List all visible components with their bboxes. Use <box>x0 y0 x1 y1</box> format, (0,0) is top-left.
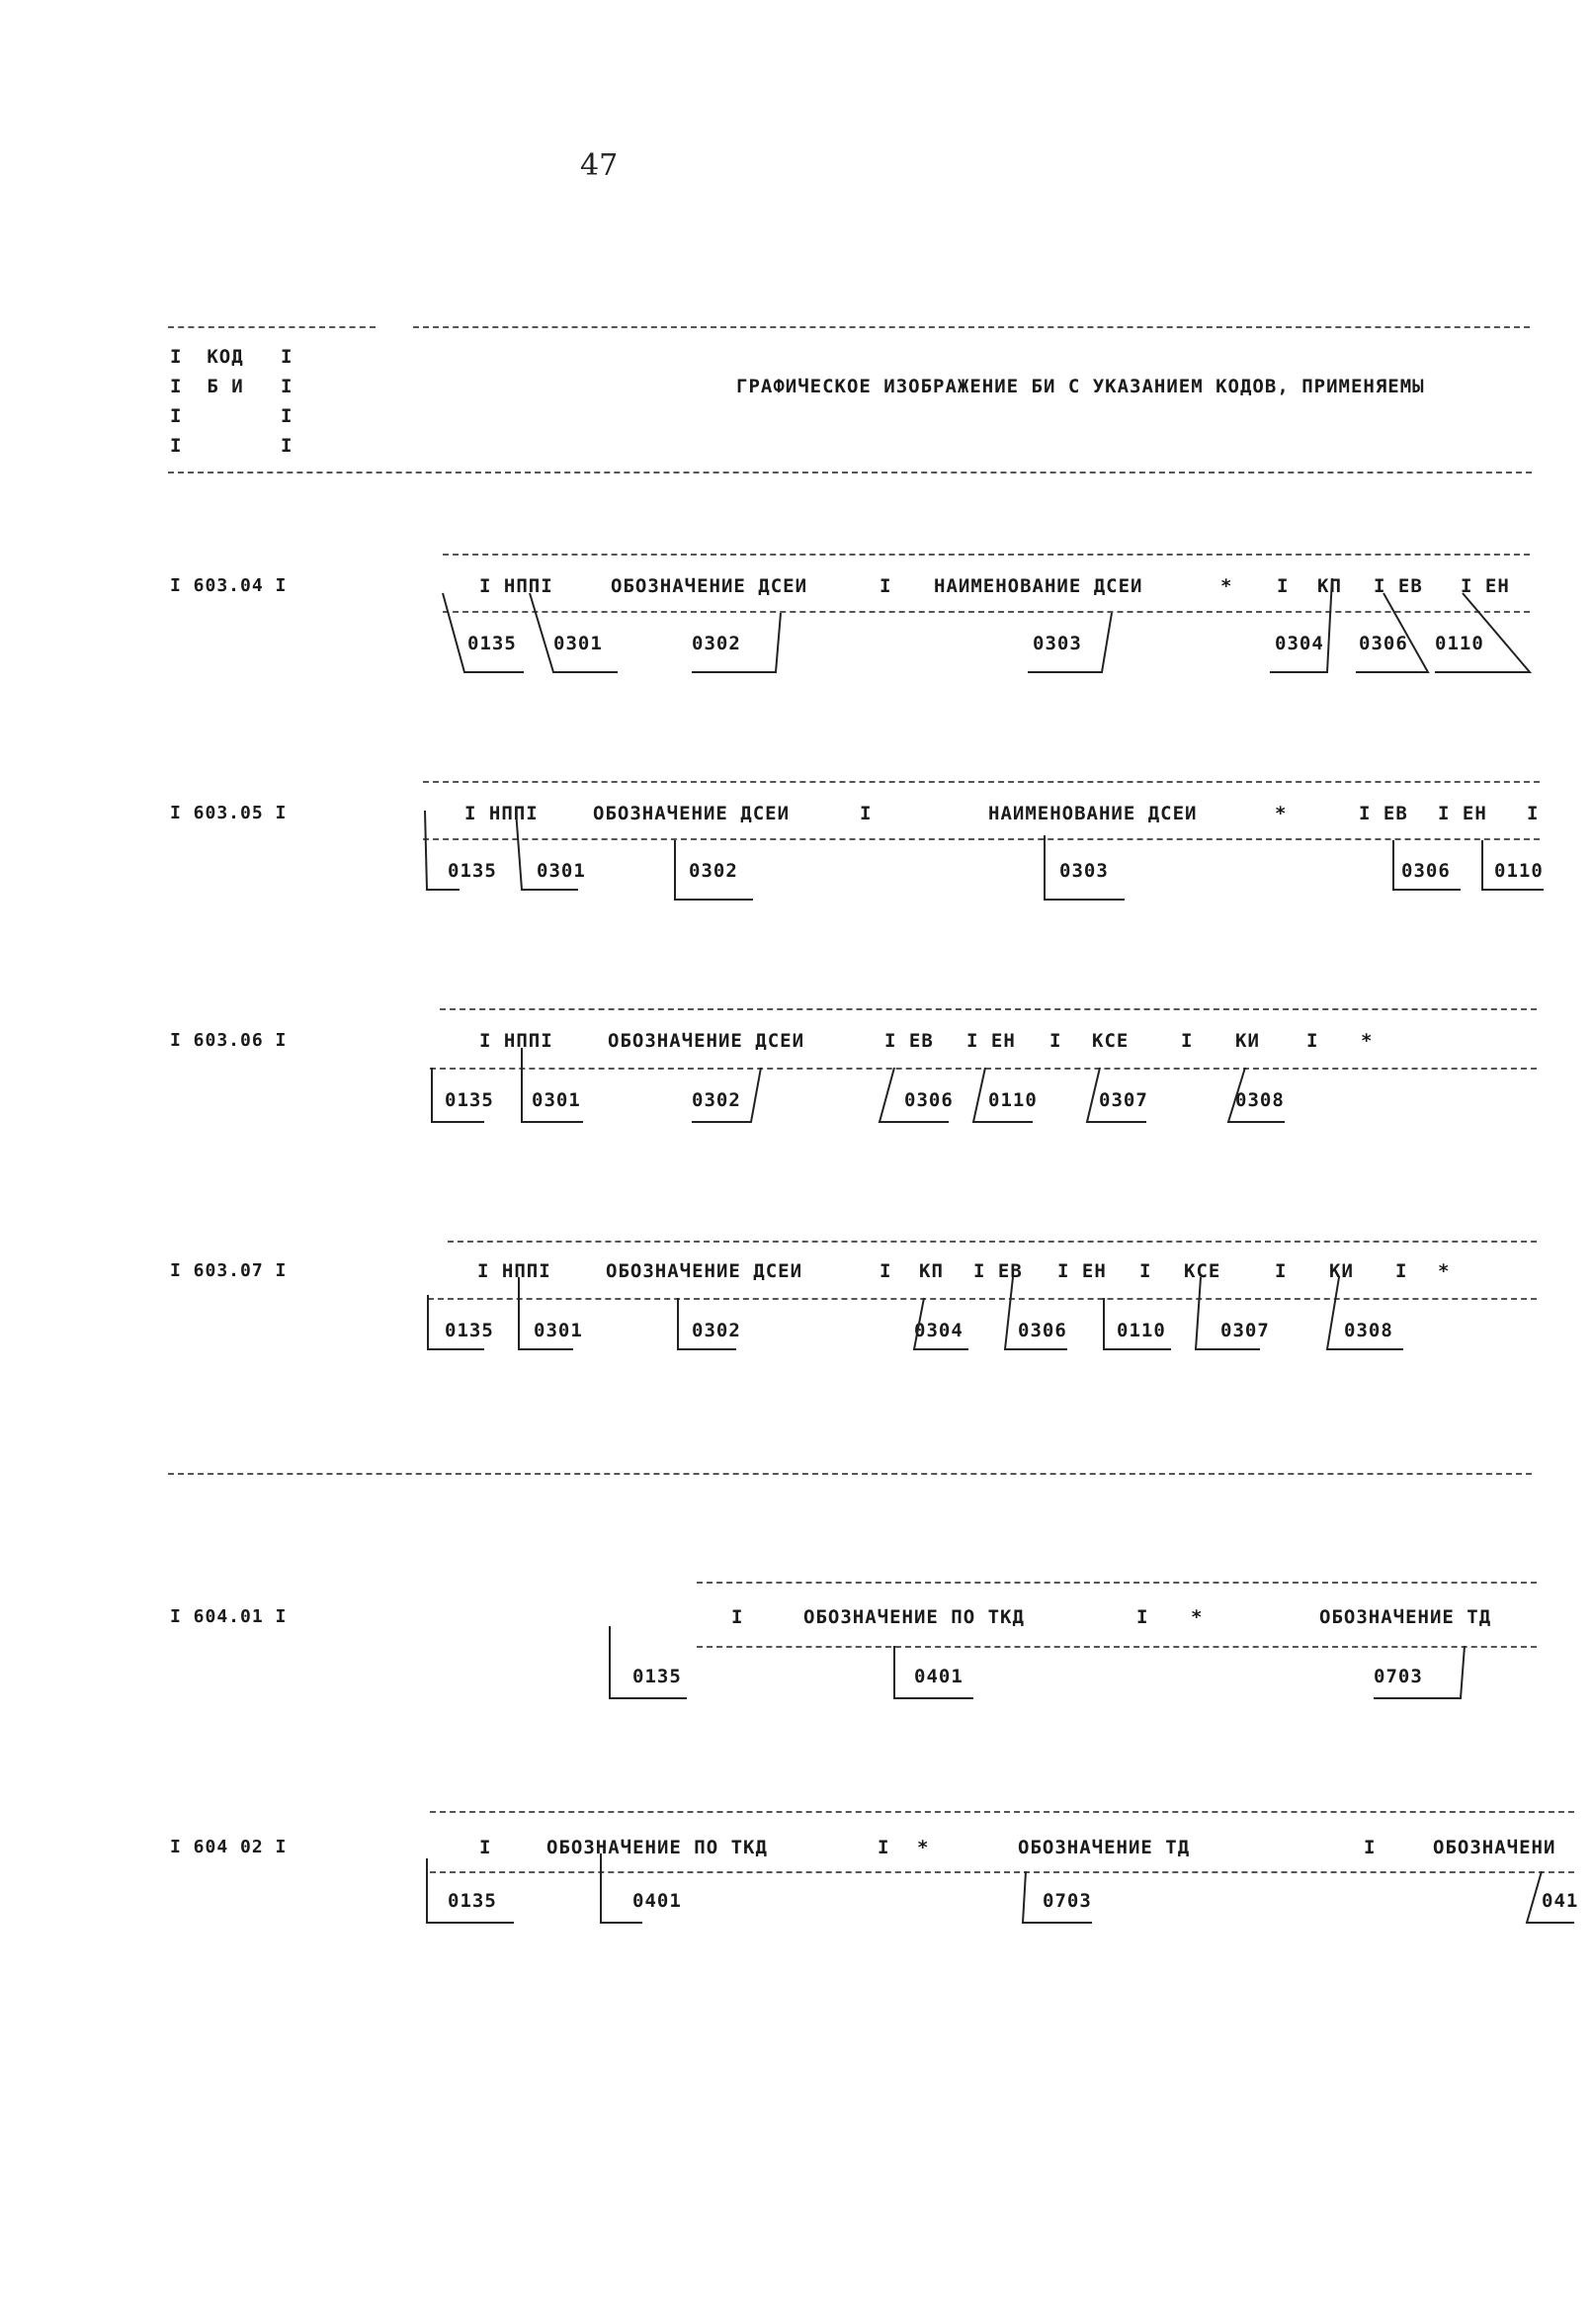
header-cell: I <box>880 575 892 597</box>
header-cell: * <box>1361 1030 1374 1052</box>
code-number: 0401 <box>632 1890 682 1912</box>
header-cell: I <box>878 1837 890 1858</box>
header-cell: I <box>1181 1030 1194 1052</box>
code-number: 0306 <box>1401 860 1451 882</box>
header-cell: КСЕ <box>1184 1260 1221 1282</box>
block-code-label: I 603.04 I <box>170 575 288 596</box>
block-code-label: I 603.06 I <box>170 1030 288 1051</box>
header-cell: * <box>1438 1260 1451 1282</box>
header-cell: ОБОЗНАЧЕНИ <box>1433 1837 1556 1858</box>
header-cell: ОБОЗНАЧЕНИЕ ТД <box>1319 1606 1492 1628</box>
code-number: 0302 <box>692 633 741 654</box>
header-cell: НАИМЕНОВАНИЕ ДСЕИ <box>934 575 1143 597</box>
page-number: 47 <box>580 148 619 183</box>
header-cell: КСЕ <box>1092 1030 1130 1052</box>
header-cell: * <box>1220 575 1233 597</box>
header-cell: I ЕВ <box>1359 803 1408 824</box>
header-cell: ОБОЗНАЧЕНИЕ ДСЕИ <box>608 1030 805 1052</box>
code-number: 0304 <box>1275 633 1324 654</box>
code-number: 0110 <box>1435 633 1484 654</box>
code-number: 0308 <box>1235 1089 1285 1111</box>
header-cell: I ЕН <box>1461 575 1510 597</box>
code-number: 0301 <box>532 1089 581 1111</box>
block-code-label: I 603.07 I <box>170 1260 288 1281</box>
code-number: 0302 <box>692 1320 741 1341</box>
header-cell: КИ <box>1329 1260 1354 1282</box>
header-cell: I <box>1306 1030 1319 1052</box>
code-number: 0306 <box>1359 633 1408 654</box>
header-code-line-3: I I <box>170 405 293 427</box>
header-cell: I <box>1364 1837 1377 1858</box>
header-title: ГРАФИЧЕСКОЕ ИЗОБРАЖЕНИЕ БИ С УКАЗАНИЕМ КОДОВ, ПРИМЕНЯЕМЫ <box>736 376 1425 397</box>
code-number: 0110 <box>1494 860 1544 882</box>
header-cell: I <box>880 1260 892 1282</box>
header-cell: I ЕВ <box>884 1030 934 1052</box>
header-cell: I <box>731 1606 744 1628</box>
header-cell: * <box>1191 1606 1204 1628</box>
header-cell: I НППI <box>464 803 539 824</box>
code-number: 0303 <box>1059 860 1109 882</box>
code-number: 0304 <box>914 1320 964 1341</box>
header-cell: КП <box>919 1260 944 1282</box>
code-number: 0306 <box>904 1089 954 1111</box>
code-number: 0301 <box>534 1320 583 1341</box>
code-number: 0307 <box>1099 1089 1148 1111</box>
block-code-label: I 604 02 I <box>170 1837 288 1857</box>
header-cell: * <box>1275 803 1288 824</box>
code-number: 0301 <box>553 633 603 654</box>
header-code-line-2: I Б И I <box>170 376 293 397</box>
header-cell: I <box>479 1837 492 1858</box>
header-cell: ОБОЗНАЧЕНИЕ ДСЕИ <box>593 803 791 824</box>
code-number: 0135 <box>448 1890 497 1912</box>
header-cell: I <box>1277 575 1290 597</box>
code-number: 0302 <box>689 860 738 882</box>
header-cell: I ЕН <box>1438 803 1487 824</box>
header-cell: I <box>1527 803 1540 824</box>
header-cell: I <box>1136 1606 1149 1628</box>
block-code-label: I 603.05 I <box>170 803 288 823</box>
header-cell: I НППI <box>477 1260 551 1282</box>
header-code-line-1: I КОД I <box>170 346 293 368</box>
code-number: 0302 <box>692 1089 741 1111</box>
header-cell: I ЕН <box>966 1030 1016 1052</box>
header-cell: I <box>860 803 873 824</box>
header-cell: ОБОЗНАЧЕНИЕ ТД <box>1018 1837 1191 1858</box>
code-number: 0135 <box>448 860 497 882</box>
header-cell: ОБОЗНАЧЕНИЕ ПО ТКД <box>546 1837 768 1858</box>
header-cell: КИ <box>1235 1030 1260 1052</box>
code-number: 0135 <box>632 1666 682 1687</box>
header-cell: I <box>1139 1260 1152 1282</box>
header-cell: * <box>917 1837 930 1858</box>
header-cell: I <box>1395 1260 1408 1282</box>
header-cell: ОБОЗНАЧЕНИЕ ПО ТКД <box>803 1606 1025 1628</box>
code-number: 0301 <box>537 860 586 882</box>
code-number: 0110 <box>988 1089 1038 1111</box>
code-number: 0110 <box>1117 1320 1166 1341</box>
code-number: 041 <box>1542 1890 1579 1912</box>
code-number: 0703 <box>1374 1666 1423 1687</box>
code-number: 0303 <box>1033 633 1082 654</box>
header-cell: I НППI <box>479 575 553 597</box>
code-number: 0307 <box>1220 1320 1270 1341</box>
code-number: 0306 <box>1018 1320 1067 1341</box>
code-number: 0308 <box>1344 1320 1393 1341</box>
header-cell: КП <box>1317 575 1342 597</box>
header-cell: ОБОЗНАЧЕНИЕ ДСЕИ <box>606 1260 803 1282</box>
header-cell: I <box>1049 1030 1062 1052</box>
code-number: 0401 <box>914 1666 964 1687</box>
header-code-line-4: I I <box>170 435 293 457</box>
header-cell: I ЕВ <box>973 1260 1023 1282</box>
header-cell: I НППI <box>479 1030 553 1052</box>
code-number: 0135 <box>467 633 517 654</box>
header-cell: I ЕВ <box>1374 575 1423 597</box>
header-cell: НАИМЕНОВАНИЕ ДСЕИ <box>988 803 1198 824</box>
header-cell: ОБОЗНАЧЕНИЕ ДСЕИ <box>611 575 808 597</box>
header-cell: I ЕН <box>1057 1260 1107 1282</box>
block-code-label: I 604.01 I <box>170 1606 288 1627</box>
code-number: 0703 <box>1043 1890 1092 1912</box>
code-number: 0135 <box>445 1320 494 1341</box>
header-cell: I <box>1275 1260 1288 1282</box>
code-number: 0135 <box>445 1089 494 1111</box>
